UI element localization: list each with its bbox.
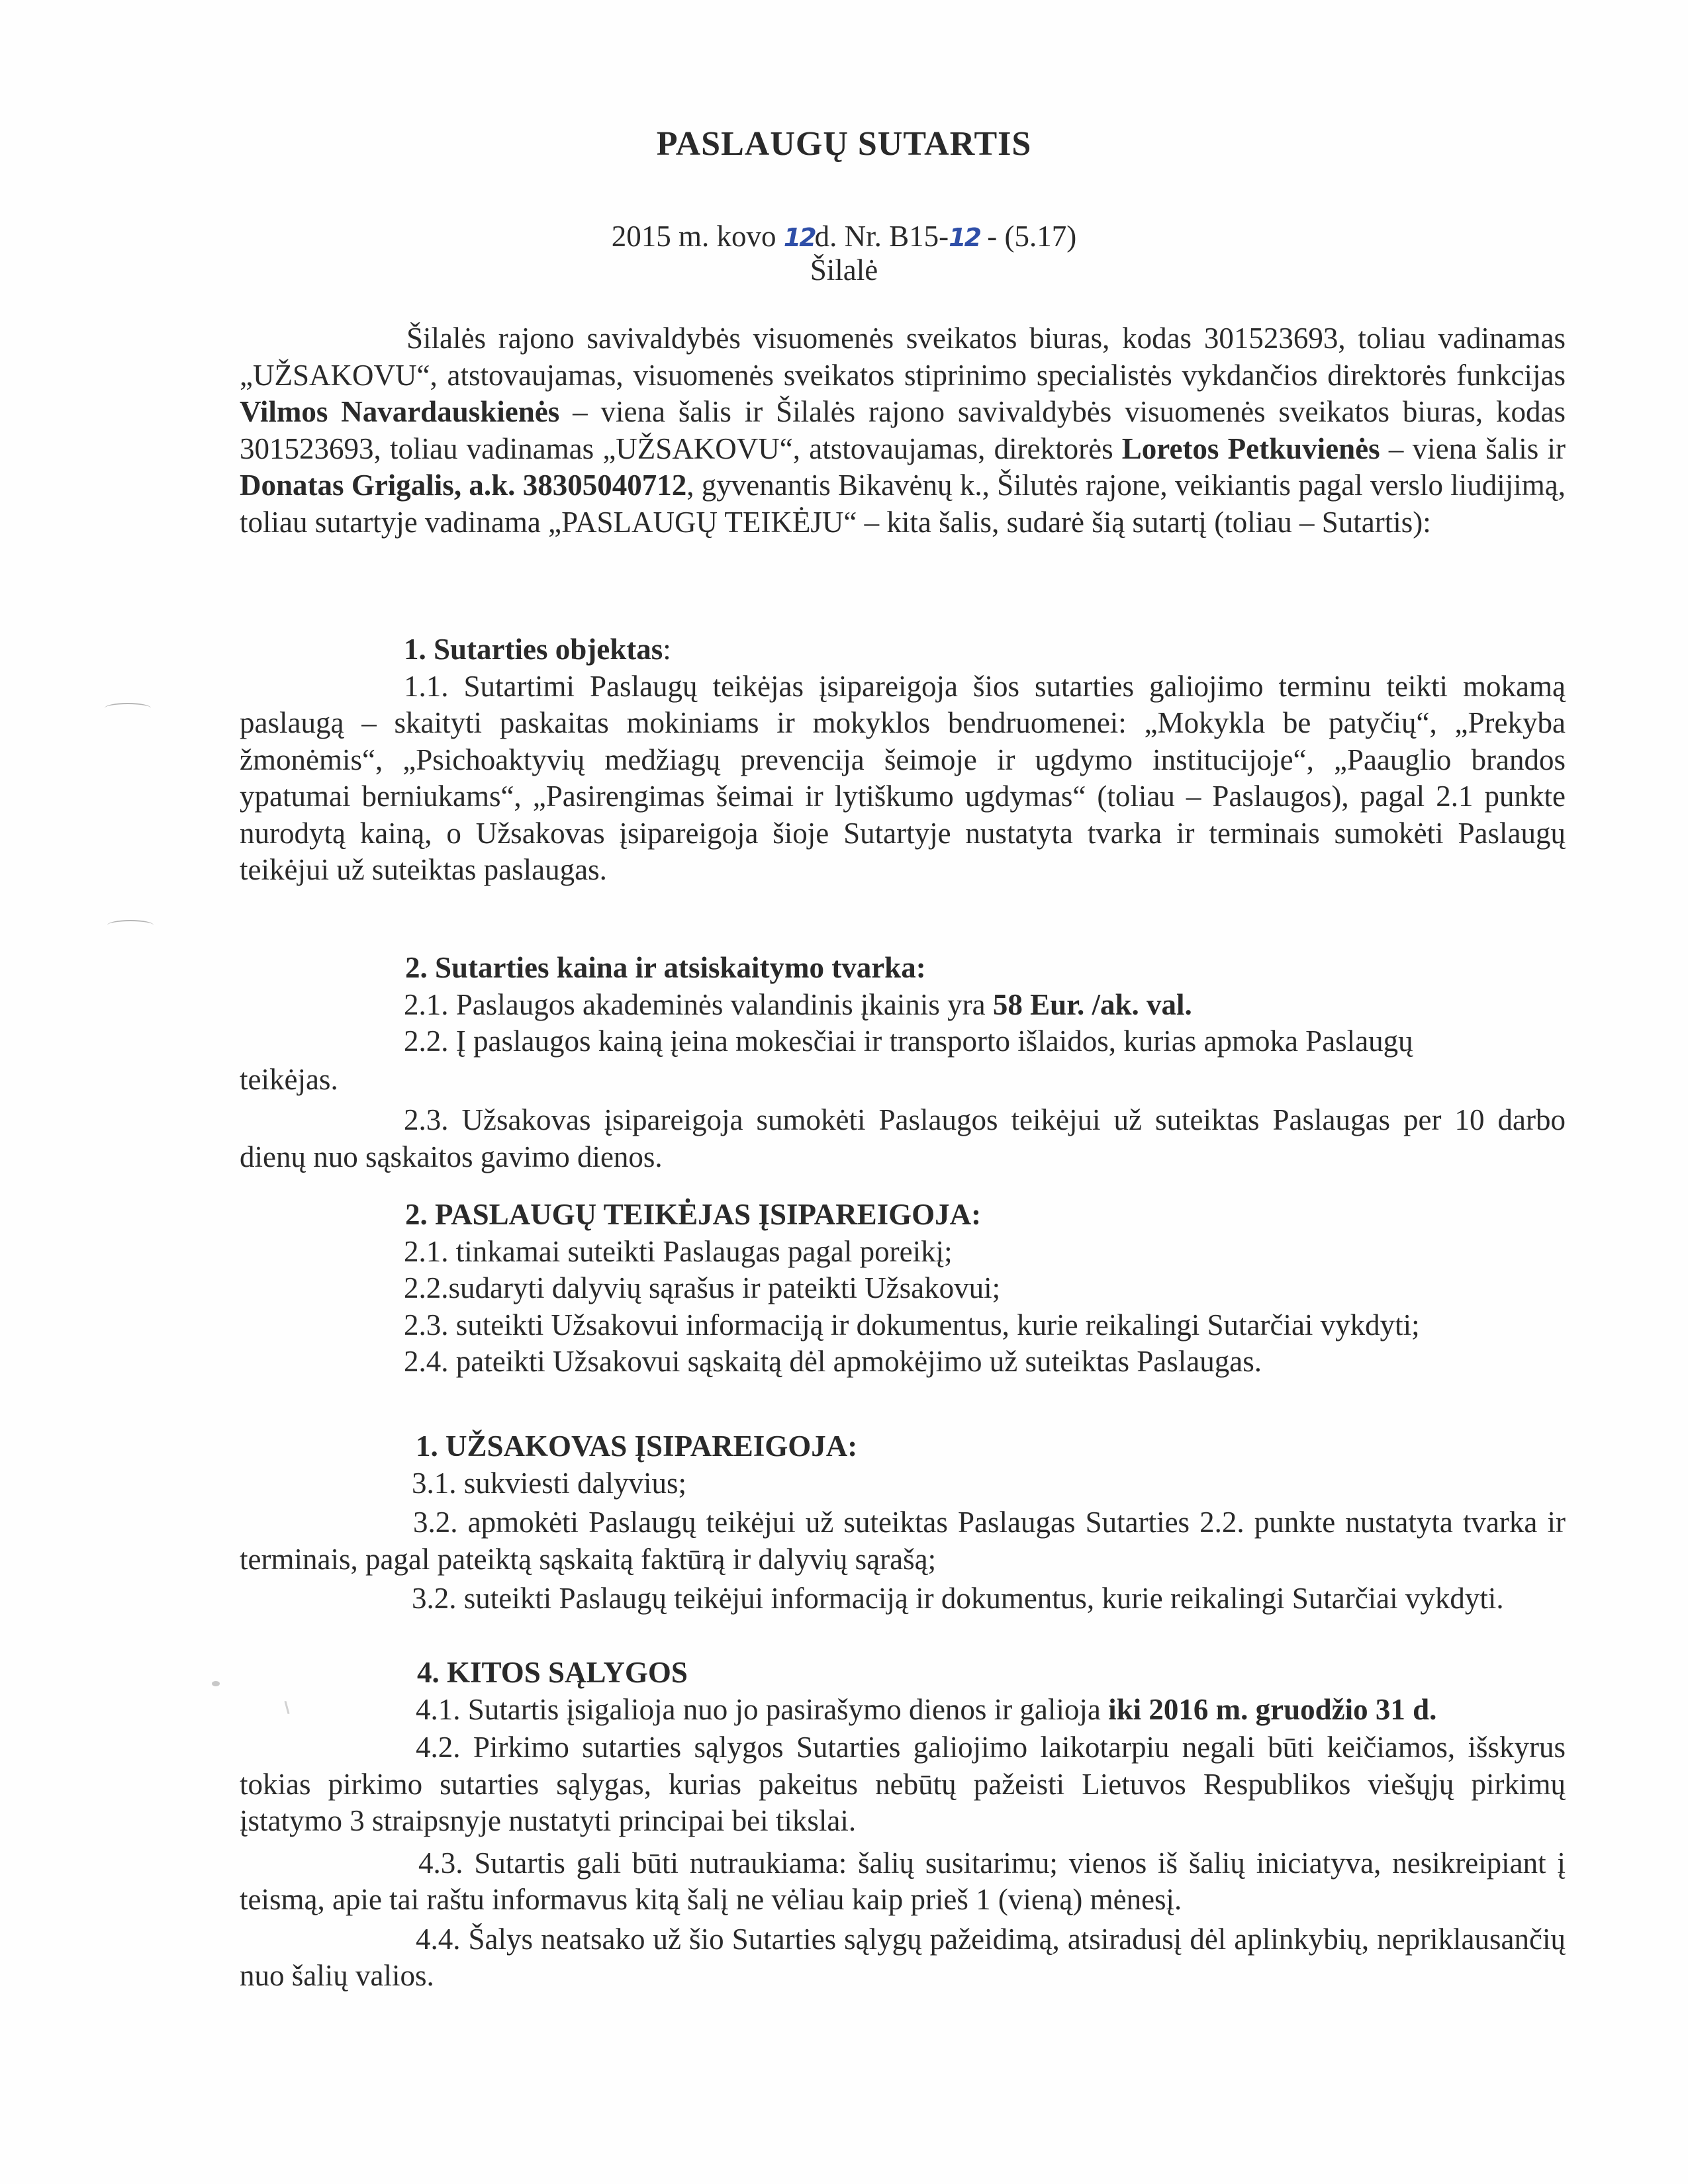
provider-item: 2.1. tinkamai suteikti Paslaugas pagal poreikį; (404, 1234, 953, 1268)
item-2-3: 2.3. Užsakovas įsipareigoja sumokėti Paslaugos teikėjui už suteiktas Paslaugas per 10 darbo dienų nuo sąskaitos gavimo dienos. (240, 1103, 1566, 1173)
provider-item: 2.4. pateikti Užsakovui sąskaitą dėl apmokėjimo už suteiktas Paslaugas. (404, 1345, 1262, 1378)
item-2-2: 2.2. Į paslaugos kainą įeina mokesčiai ir transporto išlaidos, kurias apmoka Paslaugų (404, 1024, 1413, 1058)
item-2-2-continued: teikėjas. (240, 1062, 338, 1096)
item-2-1: 2.1. Paslaugos akademinės valandinis įkainis yra 58 Eur. /ak. val. (404, 987, 1192, 1021)
item-4-4: 4.4. Šalys neatsako už šio Sutarties sąlygų pažeidimą, atsiradusį dėl aplinkybių, nepriklausančių nuo šalių valios. (240, 1922, 1566, 1992)
section-provider-obligations (240, 1197, 1566, 1381)
date-suffix: - (5.17) (980, 220, 1077, 253)
section-4-heading: 4. KITOS SĄLYGOS (417, 1656, 688, 1689)
item-3-2-payment: 3.2. apmokėti Paslaugų teikėjui už suteiktas Paslaugas Sutarties 2.2. punkte nustatyta tvarka ir terminais, pagal pateiktą sąskaitą faktūrą ir dalyvių sąrašą; (240, 1506, 1566, 1576)
handwritten-number: 12 (949, 223, 980, 252)
date-middle: d. Nr. B15- (814, 220, 949, 253)
service-provider-name: Donatas Grigalis, a.k. 38305040712 (240, 469, 687, 502)
section-1: 1. Sutarties objektas: 1.1. Sutartimi Paslaugų teikėjas įsipareigoja šios sutarties galiojimo terminu teikti mokamą paslaugą – skaityti paskaitas mokiniams ir mokyklos bendruomenei: „Mokykla be patyčių“, „Prekyba žmonėmis“, „Psichoaktyvių medžiagų prevencija šeimoje ir ugdymo institucijoje“, „Paauglio brandos ypatumai berniukams“, „Pasirengimas šeimai ir lytiškumo ugdymas“ (toliau – Paslaugos), pagal 2.1 punkte nurodytą kainą, o Užsakovas įsipareigoja šioje Sutartyje nustatyta tvarka ir terminais sumokėti Paslaugų teikėjui už suteiktas paslaugas. (240, 631, 1566, 889)
handwritten-day: 12 (783, 223, 815, 252)
section-4 (240, 1655, 1566, 1995)
party-representative-1: Vilmos Navardauskienės (240, 395, 560, 428)
punch-hole-mark (105, 703, 151, 713)
preamble (240, 320, 1566, 541)
section-1-heading: 1. Sutarties objektas (404, 633, 663, 666)
provider-item: 2.3. suteikti Užsakovui informaciją ir dokumentus, kurie reikalingi Sutarčiai vykdyti; (404, 1308, 1420, 1342)
item-3-1: 3.1. sukviesti dalyvius; (412, 1466, 686, 1500)
section-2 (240, 950, 1566, 1175)
section-client-obligations (240, 1428, 1566, 1617)
provider-obligations-heading: 2. PASLAUGŲ TEIKĖJAS ĮSIPAREIGOJA: (405, 1198, 982, 1231)
item-4-1: 4.1. Sutartis įsigalioja nuo jo pasirašymo dienos ir galioja iki 2016 m. gruodžio 31 d. (416, 1692, 1437, 1726)
client-obligations-heading: 1. UŽSAKOVAS ĮSIPAREIGOJA: (416, 1430, 858, 1463)
punch-hole-mark (107, 920, 154, 931)
document-dateline (0, 218, 1688, 256)
party-representative-2: Loretos Petkuvienės (1121, 432, 1380, 465)
scan-speck (212, 1681, 220, 1686)
item-4-3: 4.3. Sutartis gali būti nutraukiama: šalių susitarimu; vienos iš šalių iniciatyva, nesikreipiant į teismą, apie tai raštu informavus kitą šalį ne vėliau kaip prieš 1 (vieną) mėnesį. (240, 1846, 1566, 1916)
preamble-text-3: – viena šalis ir (1380, 432, 1566, 465)
date-prefix: 2015 m. kovo (611, 220, 784, 253)
item-3-2-information: 3.2. suteikti Paslaugų teikėjui informaciją ir dokumentus, kurie reikalingi Sutarčiai vykdyti. (412, 1582, 1504, 1615)
document-title: PASLAUGŲ SUTARTIS (656, 125, 1032, 163)
hourly-rate: 58 Eur. /ak. val. (992, 987, 1192, 1021)
provider-item: 2.2.sudaryti dalyvių sąrašus ir pateikti Užsakovui; (404, 1271, 1001, 1304)
item-4-2: 4.2. Pirkimo sutarties sąlygos Sutarties galiojimo laikotarpiu negali būti keičiamos, išskyrus tokias pirkimo sutarties sąlygas, kurias pakeitus nebūtų pažeisti Lietuvos Respublikos viešųjų pirkimų įstatymo 3 straipsnyje nustatyti principai bei tikslai. (240, 1731, 1566, 1837)
item-1-1: 1.1. Sutartimi Paslaugų teikėjas įsipareigoja šios sutarties galiojimo terminu teikti mokamą paslaugą – skaityti paskaitas mokiniams ir mokyklos bendruomenei: „Mokykla be patyčių“, „Prekyba žmonėmis“, „Psichoaktyvių medžiagų prevencija šeimoje ir ugdymo institucijoje“, „Paauglio brandos ypatumai berniukams“, „Pasirengimas šeimai ir lytiškumo ugdymas“ (toliau – Paslaugos), pagal 2.1 punkte nurodytą kainą, o Užsakovas įsipareigoja šioje Sutartyje nustatyta tvarka ir terminais sumokėti Paslaugų teikėjui už suteiktas paslaugas. (240, 669, 1566, 886)
preamble-text-2: – viena šalis ir Šilalės rajono savivaldybės visuomenės sveikatos biuras, kodas 301523693, toliau vadinamas „UŽSAKOVU“, atstovaujamas, direktorės (240, 395, 1566, 465)
contract-end-date: iki 2016 m. gruodžio 31 d. (1108, 1692, 1437, 1726)
section-2-heading: 2. Sutarties kaina ir atsiskaitymo tvarka: (405, 951, 926, 984)
preamble-text-1: Šilalės rajono savivaldybės visuomenės sveikatos biuras, kodas 301523693, toliau vadinamas „UŽSAKOVU“, atstovaujamas, visuomenės sveikatos stiprinimo specialistės vykdančios direktorės funkcijas (240, 322, 1566, 392)
preamble-text-4: , gyvenantis Bikavėnų k., Šilutės rajone, veikiantis pagal verslo liudijimą, toliau sutartyje vadinama „PASLAUGŲ TEIKĖJU“ – kita šalis, sudarė šią sutartį (toliau – Sutartis): (240, 469, 1566, 539)
document-place: Šilalė (810, 253, 878, 287)
